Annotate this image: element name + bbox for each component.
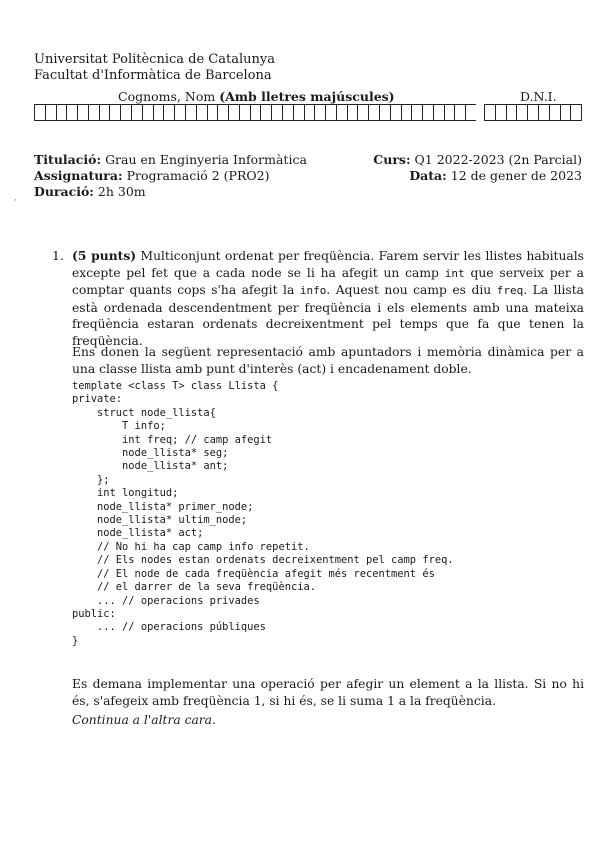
kw-info: info xyxy=(299,284,327,297)
representation-text: Ens donen la següent representació amb apuntadors i memòria dinàmica per a una classe llista amb punt d'interès (act) i encadenament doble. xyxy=(72,345,584,376)
letter-box[interactable] xyxy=(549,104,560,121)
intro-text-1: Multiconjunt ordenat per freqüència. Farem servir les llistes habituals excepte pel fet que a cada node se li ha afegit un camp xyxy=(72,249,584,280)
university-name: Universitat Politècnica de Catalunya xyxy=(34,52,275,67)
code-line: }; xyxy=(72,473,110,486)
question-points: (5 punts) xyxy=(72,248,137,263)
letter-box[interactable] xyxy=(570,104,582,121)
letter-box[interactable] xyxy=(347,104,358,121)
code-line: int longitud; xyxy=(72,487,179,500)
code-line: ... // operacions públiques xyxy=(72,621,266,634)
letter-box[interactable] xyxy=(484,104,495,121)
letter-box[interactable] xyxy=(560,104,571,121)
letter-box[interactable] xyxy=(153,104,164,121)
letter-box[interactable] xyxy=(433,104,444,121)
curs-label: Curs: xyxy=(373,152,411,167)
data-value: 12 de gener de 2023 xyxy=(450,168,582,183)
scan-mark: · xyxy=(14,196,17,206)
code-line: node_llista* ultim_node; xyxy=(72,514,248,527)
code-line: node_llista* act; xyxy=(72,527,204,540)
intro-text-2: que serveix per a comptar quants cops s'ha afegit la xyxy=(72,265,584,297)
letter-box[interactable] xyxy=(293,104,304,121)
name-field-label xyxy=(118,89,395,104)
letter-box[interactable] xyxy=(174,104,185,121)
letter-box[interactable] xyxy=(77,104,88,121)
code-line: // El node de cada freqüència afegit més recentment és xyxy=(72,567,435,580)
question-intro xyxy=(72,248,584,349)
code-line: int freq; // camp afegit xyxy=(72,433,273,446)
kw-freq: freq xyxy=(496,284,524,297)
letter-box[interactable] xyxy=(185,104,196,121)
letter-box[interactable] xyxy=(163,104,174,121)
titulacio-label: Titulació: xyxy=(34,152,102,167)
code-line: public: xyxy=(72,607,116,620)
code-line: } xyxy=(72,634,79,647)
letter-box[interactable] xyxy=(390,104,401,121)
letter-box[interactable] xyxy=(465,104,476,121)
letter-box[interactable] xyxy=(454,104,465,121)
letter-box[interactable] xyxy=(506,104,517,121)
letter-box[interactable] xyxy=(260,104,271,121)
letter-box[interactable] xyxy=(304,104,315,121)
letter-box[interactable] xyxy=(56,104,67,121)
dni-label: D.N.I. xyxy=(520,89,557,104)
code-line: // Els nodes estan ordenats decreixentment pel camp freq. xyxy=(72,554,454,567)
name-hint: (Amb lletres majúscules) xyxy=(219,89,395,104)
curs-value: Q1 2022-2023 (2n Parcial) xyxy=(414,152,582,167)
letter-box[interactable] xyxy=(120,104,131,121)
letter-box[interactable] xyxy=(66,104,77,121)
faculty-name: Facultat d'Informàtica de Barcelona xyxy=(34,68,272,83)
code-line: // el darrer de la seva freqüència. xyxy=(72,581,316,594)
letter-box[interactable] xyxy=(422,104,433,121)
letter-box[interactable] xyxy=(45,104,56,121)
code-line: node_llista* seg; xyxy=(72,447,229,460)
letter-box[interactable] xyxy=(411,104,422,121)
letter-box[interactable] xyxy=(207,104,218,121)
code-line: ... // operacions privades xyxy=(72,594,260,607)
continue-note: Continua a l'altra cara. xyxy=(72,713,216,727)
letter-box[interactable] xyxy=(336,104,347,121)
code-line: node_llista* primer_node; xyxy=(72,500,254,513)
letter-box[interactable] xyxy=(196,104,207,121)
data-label: Data: xyxy=(409,168,447,183)
assignatura-value: Programació 2 (PRO2) xyxy=(126,168,270,183)
question-number: 1. xyxy=(52,248,64,263)
intro-text-4: . La llista està ordenada descendentment per freqüència i els elements amb una mateixa freqüència estaran ordenats decreixentment pel temps que fa que tenen la freqüència. xyxy=(72,283,584,348)
assignatura-label: Assignatura: xyxy=(34,168,123,183)
letter-box[interactable] xyxy=(271,104,282,121)
box-gap xyxy=(476,104,484,121)
code-line: template <class T> class Llista { xyxy=(72,380,279,392)
letter-box[interactable] xyxy=(109,104,120,121)
letter-box[interactable] xyxy=(250,104,261,121)
kw-int: int xyxy=(444,266,465,280)
letter-box[interactable] xyxy=(527,104,538,121)
task-text: Es demana implementar una operació per afegir un element a la llista. Si no hi és, s'afegeix amb freqüència 1, si hi és, se li suma 1 a la freqüència. xyxy=(72,677,584,708)
letter-box[interactable] xyxy=(516,104,527,121)
code-line: T info; xyxy=(72,420,166,433)
letter-box[interactable] xyxy=(444,104,455,121)
letter-box[interactable] xyxy=(325,104,336,121)
code-line: struct node_llista{ xyxy=(72,406,216,419)
code-line: node_llista* ant; xyxy=(72,460,229,473)
name-dni-boxes[interactable] xyxy=(34,104,582,121)
letter-box[interactable] xyxy=(282,104,293,121)
exam-meta-right xyxy=(373,152,582,184)
letter-box[interactable] xyxy=(538,104,549,121)
exam-meta-left xyxy=(34,152,307,200)
code-listing xyxy=(72,380,454,648)
letter-box[interactable] xyxy=(239,104,250,121)
letter-box[interactable] xyxy=(217,104,228,121)
letter-box[interactable] xyxy=(379,104,390,121)
letter-box[interactable] xyxy=(228,104,239,121)
code-line: private: xyxy=(72,393,123,406)
durada-label: Duració: xyxy=(34,184,94,199)
letter-box[interactable] xyxy=(34,104,45,121)
letter-box[interactable] xyxy=(88,104,99,121)
letter-box[interactable] xyxy=(357,104,368,121)
titulacio-value: Grau en Enginyeria Informàtica xyxy=(105,152,307,167)
name-label: Cognoms, Nom xyxy=(118,89,216,104)
letter-box[interactable] xyxy=(495,104,506,121)
letter-box[interactable] xyxy=(142,104,153,121)
letter-box[interactable] xyxy=(314,104,325,121)
letter-box[interactable] xyxy=(99,104,110,121)
letter-box[interactable] xyxy=(368,104,379,121)
letter-box[interactable] xyxy=(131,104,142,121)
letter-box[interactable] xyxy=(401,104,412,121)
intro-text-3: . Aquest nou camp es diu xyxy=(326,283,492,297)
code-line: // No hi ha cap camp info repetit. xyxy=(72,540,310,553)
durada-value: 2h 30m xyxy=(97,184,146,199)
institution-header xyxy=(34,52,275,84)
